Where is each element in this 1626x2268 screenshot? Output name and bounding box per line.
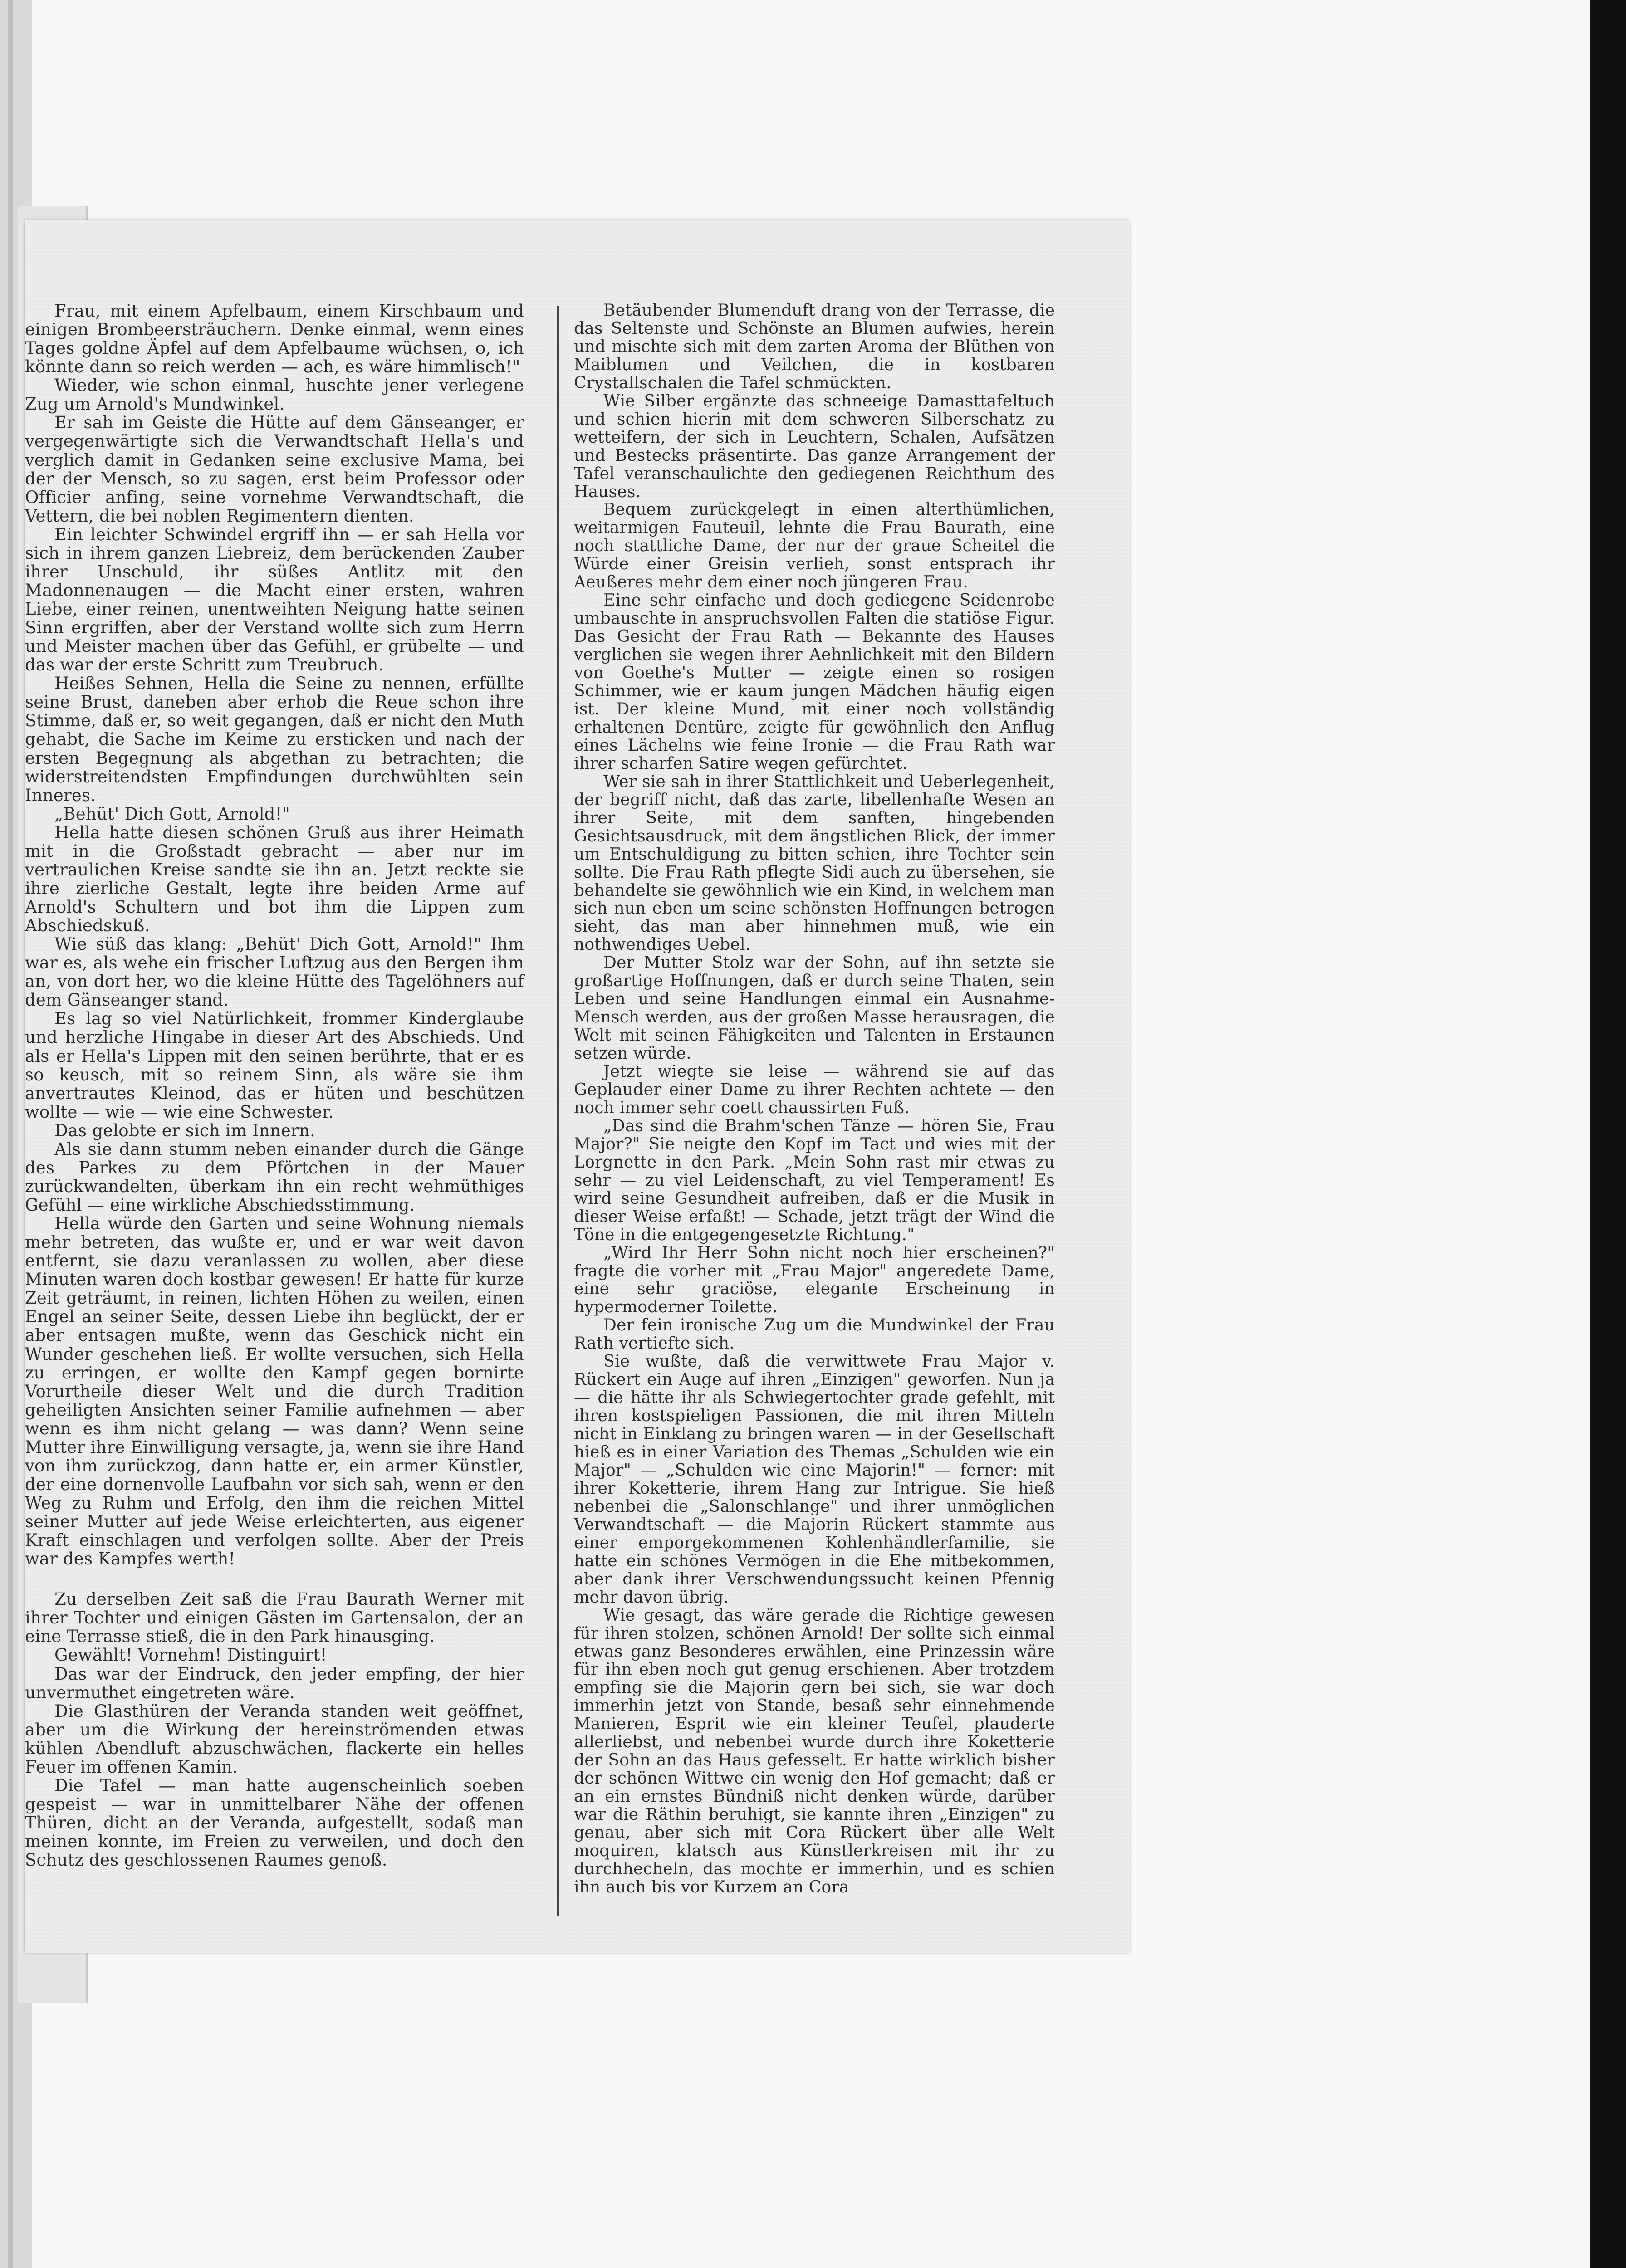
paragraph: Er sah im Geiste die Hütte auf dem Gänseanger, er vergegenwärtigte sich die Verwandtschaft Hella's und verglich damit in Gedanken seine exclusive Mama, bei der der Mensch, so zu sagen, erst beim Professor oder Officier anfing, seine vornehme Verwandtschaft, die Vettern, die bei noblen Regimentern dienten. — [25, 413, 524, 526]
scanner-background — [1590, 0, 1626, 2268]
paragraph: Wieder, wie schon einmal, huschte jener verlegene Zug um Arnold's Mundwinkel. — [25, 376, 524, 414]
column-divider — [557, 306, 559, 1916]
paragraph: „Wird Ihr Herr Sohn nicht noch hier erscheinen?" fragte die vorher mit „Frau Major" angeredete Dame, eine sehr graciöse, elegante Erscheinung in hypermoderner Toilette. — [574, 1243, 1055, 1317]
right-text-column — [574, 302, 1055, 1897]
paragraph: „Das sind die Brahm'schen Tänze — hören Sie, Frau Major?" Sie neigte den Kopf im Tact und wies mit der Lorgnette in den Park. „Mein Sohn rast mir etwas zu sehr — zu viel Leidenschaft, zu viel Temperament! Es wird seine Gesundheit aufreiben, daß er die Musik in dieser Weise erfaßt! — Schade, jetzt trägt der Wind die Töne in die entgegengesetzte Richtung." — [574, 1116, 1055, 1244]
paragraph: Wer sie sah in ihrer Stattlichkeit und Ueberlegenheit, der begriff nicht, daß das zarte, libellenhafte Wesen an ihrer Seite, mit dem sanften, hingebenden Gesichtsausdruck, mit dem ängstlichen Blick, der immer um Entschuldigung zu bitten schien, ihre Tochter sein sollte. Die Frau Rath pflegte Sidi auch zu übersehen, sie behandelte sie gewöhnlich wie ein Kind, in welchem man sich nun eben um seine schönsten Hoffnungen betrogen sieht, das man aber hinnehmen muß, wie ein nothwendiges Uebel. — [574, 772, 1055, 954]
paragraph: Betäubender Blumenduft drang von der Terrasse, die das Seltenste und Schönste an Blumen aufwies, herein und mischte sich mit dem zarten Aroma der Blüthen von Maiblumen und Veilchen, die in kostbaren Crystallschalen die Tafel schmückten. — [574, 301, 1055, 392]
paragraph: Als sie dann stumm neben einander durch die Gänge des Parkes zu dem Pförtchen in der Mauer zurückwandelten, überkam ihn ein recht wehmüthiges Gefühl — eine wirkliche Abschiedsstimmung. — [25, 1139, 524, 1215]
paragraph: Die Tafel — man hatte augenscheinlich soeben gespeist — war in unmittelbarer Nähe der offenen Thüren, dicht an der Veranda, aufgestellt, sodaß man meinen konnte, im Freien zu verweilen, und doch den Schutz des geschlossenen Raumes genoß. — [25, 1775, 524, 1870]
paragraph: Sie wußte, daß die verwittwete Frau Major v. Rückert ein Auge auf ihren „Einzigen" geworfen. Nun ja — die hätte ihr als Schwiegertochter grade gefehlt, mit ihren kostspieligen Passionen, die mit ihren Mitteln nicht in Einklang zu bringen waren — in der Gesellschaft hieß es in einer Variation des Themas „Schulden wie ein Major" — „Schulden wie eine Majorin!" — ferner: mit ihrer Koketterie, ihrem Hang zur Intrigue. Sie hieß nebenbei die „Salonschlange" und ihrer unmöglichen Verwandtschaft — die Majorin Rückert stammte aus einer emporgekommenen Kohlenhändlerfamilie, sie hatte ein schönes Vermögen in die Ehe mitbekommen, aber dank ihrer Verschwendungssucht keinen Pfennig mehr davon übrig. — [574, 1352, 1055, 1607]
paragraph: Das war der Eindruck, den jeder empfing, der hier unvermuthet eingetreten wäre. — [25, 1664, 524, 1702]
paragraph: Zu derselben Zeit saß die Frau Baurath Werner mit ihrer Tochter und einigen Gästen im Gartensalon, der an eine Terrasse stieß, die in den Park hinausging. — [25, 1589, 524, 1647]
left-text-column — [25, 302, 524, 1869]
paragraph: „Behüt' Dich Gott, Arnold!" — [54, 804, 290, 824]
paragraph: Hella hatte diesen schönen Gruß aus ihrer Heimath mit in die Großstadt gebracht — aber nur im vertraulichen Kreise sandte sie ihn an. Jetzt reckte sie ihre zierliche Gestalt, legte ihre beiden Arme auf Arnold's Schultern und bot ihm die Lippen zum Abschiedskuß. — [25, 822, 524, 936]
paragraph: Gewählt! Vornehm! Distinguirt! — [54, 1645, 327, 1665]
paragraph: Jetzt wiegte sie leise — während sie auf das Geplauder einer Dame zu ihrer Rechten achtete — den noch immer sehr coett chaussirten Fuß. — [574, 1062, 1055, 1117]
newspaper-page — [25, 220, 1130, 1953]
paragraph: Der fein ironische Zug um die Mundwinkel der Frau Rath vertiefte sich. — [574, 1316, 1055, 1353]
paragraph: Der Mutter Stolz war der Sohn, auf ihn setzte sie großartige Hoffnungen, daß er durch seine Thaten, sein Leben und seine Handlungen einmal ein Ausnahme-Mensch werden, aus der großen Masse herausragen, die Welt mit seinen Fähigkeiten und Talenten in Erstaunen setzen würde. — [574, 953, 1055, 1063]
paragraph: Heißes Sehnen, Hella die Seine zu nennen, erfüllte seine Brust, daneben aber erhob die Reue schon ihre Stimme, daß er, so weit gegangen, daß er nicht den Muth gehabt, die Sache im Keime zu ersticken und nach der ersten Begegnung als abgethan zu betrachten; die widerstreitendsten Empfindungen durchwühlten sein Inneres. — [25, 674, 524, 805]
paragraph: Das gelobte er sich im Innern. — [54, 1120, 315, 1140]
paragraph: Bequem zurückgelegt in einen alterthümlichen, weitarmigen Fauteuil, lehnte die Frau Baurath, eine noch stattliche Dame, der nur der graue Scheitel die Würde einer Greisin verlieh, sonst entsprach ihr Aeußeres mehr dem einer noch jüngeren Frau. — [574, 500, 1055, 592]
paragraph: Wie gesagt, das wäre gerade die Richtige gewesen für ihren stolzen, schönen Arnold! Der sollte sich einmal etwas ganz Besonderes erwählen, eine Prinzessin wäre für ihn eben noch gut genug erschienen. Aber trotzdem empfing sie die Majorin gern bei sich, sie war doch immerhin jetzt von Stande, besaß sehr einnehmende Manieren, Esprit wie ein kleiner Teufel, plauderte allerliebst, und nebenbei wurde durch ihre Koketterie der Sohn an das Haus gefesselt. Er hatte wirklich bisher der schönen Wittwe ein wenig den Hof gemacht; daß er an ein ernstes Bündniß nicht denken würde, darüber war die Räthin beruhigt, sie kannte ihren „Einzigen" zu genau, aber sich mit Cora Rückert über alle Welt moquiren, klatsch aus Künstlerkreisen mit ihr zu durchhecheln, das mochte er immerhin, und es schien ihn auch bis vor Kurzem an Cora — [574, 1606, 1055, 1897]
paragraph: Frau, mit einem Apfelbaum, einem Kirschbaum und einigen Brombeersträuchern. Denke einmal, wenn eines Tages goldne Äpfel auf dem Apfelbaume wüchsen, o, ich könnte dann so reich werden — ach, es wäre himmlisch!" — [25, 301, 524, 377]
paragraph: Die Glasthüren der Veranda standen weit geöffnet, aber um die Wirkung der hereinströmenden etwas kühlen Abendluft abzuschwächen, flackerte ein helles Feuer im offenen Kamin. — [25, 1701, 524, 1777]
paragraph: Es lag so viel Natürlichkeit, frommer Kinderglaube und herzliche Hingabe in dieser Art des Abschieds. Und als er Hella's Lippen mit den seinen berührte, that er es so keusch, mit so reinem Sinn, als wäre sie ihm anvertrautes Kleinod, das er hüten und beschützen wollte — wie — wie eine Schwester. — [25, 1009, 524, 1122]
paragraph: Wie süß das klang: „Behüt' Dich Gott, Arnold!" Ihm war es, als wehe ein frischer Luftzug aus den Bergen ihm an, von dort her, wo die kleine Hütte des Tagelöhners auf dem Gänseanger stand. — [25, 934, 524, 1010]
paragraph: Ein leichter Schwindel ergriff ihn — er sah Hella vor sich in ihrem ganzen Liebreiz, dem berückenden Zauber ihrer Unschuld, ihr süßes Antlitz mit den Madonnenaugen — die Macht einer ersten, wahren Liebe, einer reinen, unentweihten Neigung hatte seinen Sinn ergriffen, aber der Verstand wollte sich zum Herrn und Meister machen über das Gefühl, er grübelte — und das war der erste Schritt zum Treubruch. — [25, 524, 524, 675]
paragraph: Wie Silber ergänzte das schneeige Damasttafeltuch und schien hierin mit dem schweren Silberschatz zu wetteifern, der sich in Leuchtern, Schalen, Aufsätzen und Bestecks präsentirte. Das ganze Arrangement der Tafel veranschaulichte den gediegenen Reichthum des Hauses. — [574, 391, 1055, 501]
paragraph: Eine sehr einfache und doch gediegene Seidenrobe umbauschte in anspruchsvollen Falten die statiöse Figur. Das Gesicht der Frau Rath — Bekannte des Hauses verglichen sie wegen ihrer Aehnlichkeit mit den Bildern von Goethe's Mutter — zeigte einen so rosigen Schimmer, wie er kaum jungen Mädchen häufig eigen ist. Der kleine Mund, mit einer noch vollständig erhaltenen Dentüre, zeigte für gewöhnlich den Anflug eines Lächelns wie feine Ironie — die Frau Rath war ihrer scharfen Satire wegen gefürchtet. — [574, 591, 1055, 773]
paragraph: Hella würde den Garten und seine Wohnung niemals mehr betreten, das wußte er, und er war weit davon entfernt, sie dazu veranlassen zu wollen, aber diese Minuten waren doch kostbar gewesen! Er hatte für kurze Zeit geträumt, in reinen, lichten Höhen zu weilen, einen Engel an seiner Seite, dessen Liebe ihn beglückt, der er aber entsagen mußte, wenn das Geschick nicht ein Wunder geschehen ließ. Er wollte versuchen, sich Hella zu erringen, er wollte den Kampf gegen bornirte Vorurtheile dieser Welt und die durch Tradition geheiligten Ansichten seiner Familie aufnehmen — aber wenn es ihm nicht gelang — was dann? Wenn seine Mutter ihre Einwilligung versagte, ja, wenn sie ihre Hand von ihm zurückzog, dann hatte er, ein armer Künstler, der eine dornenvolle Laufbahn vor sich sah, wenn er den Weg zu Ruhm und Erfolg, den ihm die reichen Mittel seiner Mutter auf jede Weise erleichterten, aus eigener Kraft einschlagen und verfolgen sollte. Aber der Preis war des Kampfes werth! — [25, 1214, 524, 1569]
